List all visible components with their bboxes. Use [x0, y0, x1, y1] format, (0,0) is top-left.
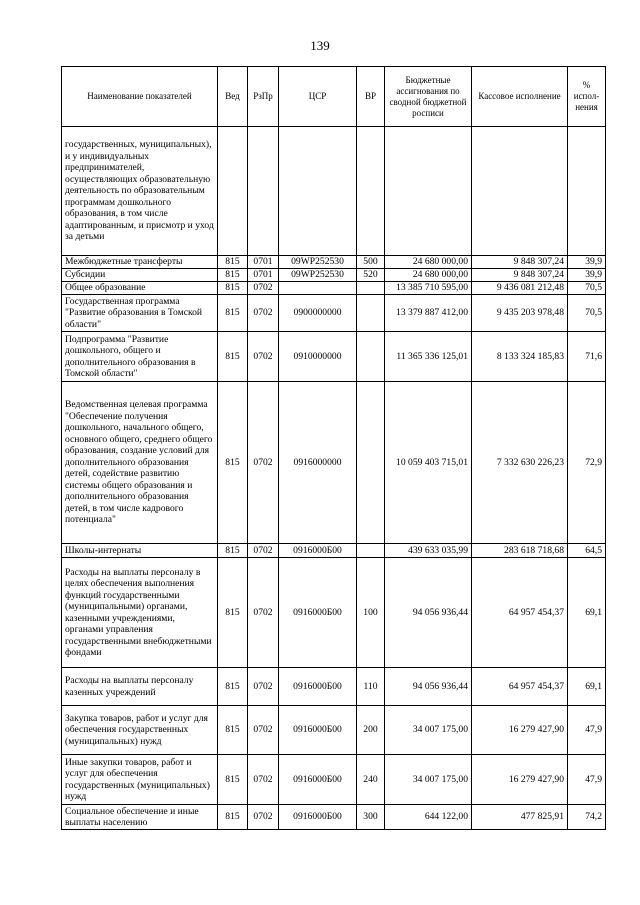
row-csr: 0916000Б00	[279, 805, 357, 830]
row-name: Социальное обеспечение и иные выплаты населению	[62, 805, 218, 830]
row-csr: 09WP252530	[279, 269, 357, 282]
row-assignments: 439 633 035,99	[385, 544, 472, 558]
row-assignments: 94 056 936,44	[385, 558, 472, 668]
row-vr: 520	[357, 269, 385, 282]
row-cash-execution: 64 957 454,37	[472, 558, 568, 668]
budget-execution-table	[61, 66, 606, 830]
table-row	[62, 282, 606, 295]
row-cash-execution: 477 825,91	[472, 805, 568, 830]
table-row	[62, 544, 606, 558]
row-name: Субсидии	[62, 269, 218, 282]
row-name: Иные закупки товаров, работ и услуг для обеспечения государственных (муниципальных) нужд	[62, 755, 218, 805]
row-csr: 0916000Б00	[279, 755, 357, 805]
row-csr: 0900000000	[279, 295, 357, 332]
row-vr	[357, 127, 385, 256]
row-name: Расходы на выплаты персоналу в целях обеспечения выполнения функций государственными (муниципальными) органами, казенными учреждениями, органами управления государственными внебюджетными фондами	[62, 558, 218, 668]
row-vr	[357, 282, 385, 295]
row-ved: 815	[218, 668, 248, 706]
row-name: государственных, муниципальных), и у индивидуальных предпринимателей, осуществляющих образовательную деятельность по образовательным программам дошкольного образования, в том числе адаптированным, и присмотр и уход за детьми	[62, 127, 218, 256]
row-ved: 815	[218, 269, 248, 282]
row-assignments: 11 365 336 125,01	[385, 332, 472, 382]
row-vr: 110	[357, 668, 385, 706]
row-ved: 815	[218, 282, 248, 295]
row-name: Государственная программа "Развитие образования в Томской области"	[62, 295, 218, 332]
row-name: Расходы на выплаты персоналу казенных учреждений	[62, 668, 218, 706]
table-row	[62, 706, 606, 755]
row-assignments: 13 385 710 595,00	[385, 282, 472, 295]
row-vr	[357, 332, 385, 382]
row-percent: 47,9	[568, 755, 606, 805]
header-cash-execution: Кассовое исполнение	[472, 67, 568, 127]
row-rzpr: 0702	[248, 382, 279, 544]
row-ved	[218, 127, 248, 256]
row-vr	[357, 382, 385, 544]
row-cash-execution: 16 279 427,90	[472, 706, 568, 755]
row-csr: 0910000000	[279, 332, 357, 382]
header-csr: ЦСР	[279, 67, 357, 127]
row-percent: 39,9	[568, 269, 606, 282]
header-vr: ВР	[357, 67, 385, 127]
row-percent: 47,9	[568, 706, 606, 755]
table-row	[62, 295, 606, 332]
header-rzpr: РзПр	[248, 67, 279, 127]
row-percent: 74,2	[568, 805, 606, 830]
table-row	[62, 805, 606, 830]
row-assignments: 34 007 175,00	[385, 755, 472, 805]
row-rzpr: 0702	[248, 805, 279, 830]
row-rzpr: 0701	[248, 256, 279, 269]
row-name: Закупка товаров, работ и услуг для обеспечения государственных (муниципальных) нужд	[62, 706, 218, 755]
row-ved: 815	[218, 332, 248, 382]
row-cash-execution: 16 279 427,90	[472, 755, 568, 805]
row-name: Ведомственная целевая программа "Обеспечение получения дошкольного, начального общего, основного общего, среднего общего образования, создание условий для дополнительного образования детей, содействие развитию системы общего образования и дополнительного образования детей, в том числе кадрового потенциала"	[62, 382, 218, 544]
row-ved: 815	[218, 558, 248, 668]
row-rzpr: 0702	[248, 295, 279, 332]
row-rzpr: 0702	[248, 332, 279, 382]
row-assignments: 24 680 000,00	[385, 269, 472, 282]
row-csr: 0916000Б00	[279, 706, 357, 755]
row-ved: 815	[218, 706, 248, 755]
row-percent: 64,5	[568, 544, 606, 558]
row-rzpr: 0702	[248, 668, 279, 706]
row-assignments: 13 379 887 412,00	[385, 295, 472, 332]
header-percent: % испол-нения	[568, 67, 606, 127]
row-percent: 71,6	[568, 332, 606, 382]
row-percent: 69,1	[568, 558, 606, 668]
header-assignments: Бюджетные ассигнования по сводной бюджетной росписи	[385, 67, 472, 127]
row-vr: 300	[357, 805, 385, 830]
row-csr	[279, 127, 357, 256]
row-ved: 815	[218, 382, 248, 544]
row-assignments: 24 680 000,00	[385, 256, 472, 269]
row-assignments: 10 059 403 715,01	[385, 382, 472, 544]
row-percent: 72,9	[568, 382, 606, 544]
table-row	[62, 755, 606, 805]
row-ved: 815	[218, 755, 248, 805]
row-cash-execution: 9 848 307,24	[472, 256, 568, 269]
row-cash-execution: 9 435 203 978,48	[472, 295, 568, 332]
row-rzpr: 0701	[248, 269, 279, 282]
row-ved: 815	[218, 544, 248, 558]
row-rzpr: 0702	[248, 706, 279, 755]
row-name: Общее образование	[62, 282, 218, 295]
row-vr: 200	[357, 706, 385, 755]
table-row	[62, 269, 606, 282]
header-name: Наименование показателей	[62, 67, 218, 127]
row-cash-execution: 7 332 630 226,23	[472, 382, 568, 544]
row-percent	[568, 127, 606, 256]
row-rzpr: 0702	[248, 544, 279, 558]
table-row	[62, 256, 606, 269]
row-vr	[357, 544, 385, 558]
row-ved: 815	[218, 805, 248, 830]
row-assignments: 94 056 936,44	[385, 668, 472, 706]
row-vr: 100	[357, 558, 385, 668]
row-cash-execution: 64 957 454,37	[472, 668, 568, 706]
row-ved: 815	[218, 295, 248, 332]
row-percent: 39,9	[568, 256, 606, 269]
table-row	[62, 382, 606, 544]
page-number: 139	[310, 38, 330, 53]
header-ved: Вед	[218, 67, 248, 127]
row-name: Межбюджетные трансферты	[62, 256, 218, 269]
row-percent: 69,1	[568, 668, 606, 706]
row-vr	[357, 295, 385, 332]
row-cash-execution	[472, 127, 568, 256]
row-assignments	[385, 127, 472, 256]
table-header-row	[62, 67, 606, 127]
row-name: Подпрограмма "Развитие дошкольного, общего и дополнительного образования в Томской области"	[62, 332, 218, 382]
row-name: Школы-интернаты	[62, 544, 218, 558]
row-rzpr: 0702	[248, 558, 279, 668]
table-row	[62, 558, 606, 668]
row-vr: 240	[357, 755, 385, 805]
row-rzpr: 0702	[248, 282, 279, 295]
row-assignments: 34 007 175,00	[385, 706, 472, 755]
table-row	[62, 668, 606, 706]
row-csr: 0916000Б00	[279, 558, 357, 668]
row-cash-execution: 9 436 081 212,48	[472, 282, 568, 295]
row-csr: 0916000000	[279, 382, 357, 544]
row-csr: 09WP252530	[279, 256, 357, 269]
row-rzpr: 0702	[248, 755, 279, 805]
table-row	[62, 332, 606, 382]
row-csr	[279, 282, 357, 295]
table-row	[62, 127, 606, 256]
row-percent: 70,5	[568, 295, 606, 332]
row-vr: 500	[357, 256, 385, 269]
row-cash-execution: 283 618 718,68	[472, 544, 568, 558]
row-ved: 815	[218, 256, 248, 269]
row-percent: 70,5	[568, 282, 606, 295]
row-csr: 0916000Б00	[279, 544, 357, 558]
row-rzpr	[248, 127, 279, 256]
row-assignments: 644 122,00	[385, 805, 472, 830]
row-cash-execution: 8 133 324 185,83	[472, 332, 568, 382]
row-cash-execution: 9 848 307,24	[472, 269, 568, 282]
row-csr: 0916000Б00	[279, 668, 357, 706]
